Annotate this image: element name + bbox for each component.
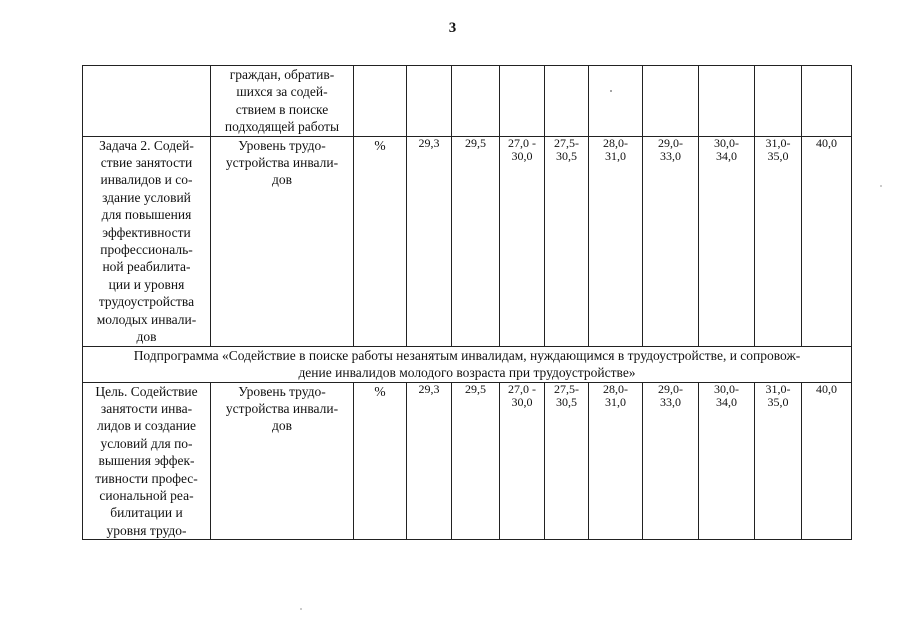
value-cell [802, 382, 852, 540]
value-cell [407, 382, 452, 540]
text-line: дов [272, 418, 292, 434]
value-cell [407, 66, 452, 137]
text-line: лидов и создание [96, 418, 197, 434]
text-line: тивности профес- [95, 470, 198, 486]
text-line: профессиональ- [100, 242, 193, 258]
page-number: 3 [448, 20, 457, 36]
value-cell [545, 382, 589, 540]
unit-cell: % [354, 136, 407, 346]
text-line: 27,5- [554, 135, 579, 150]
indicators-table [82, 65, 852, 540]
unit-cell: % [354, 382, 407, 540]
table-row [83, 382, 852, 540]
value-cell [500, 382, 545, 540]
text-line: Уровень трудо- [238, 383, 326, 399]
text-line: 30,5 [556, 395, 577, 409]
text-line: Подпрограмма «Содействие в поиске работы незанятым инвалидам, нуждающимся в трудоустройстве, и сопровож- [133, 347, 801, 363]
subprogram-title [83, 346, 852, 382]
value-cell [452, 136, 500, 346]
indicator-cell [211, 136, 354, 346]
text-line: 30,0 [511, 149, 533, 164]
value-cell [452, 66, 500, 137]
text-line: здание условий [102, 189, 191, 205]
text-line: 31,0- [765, 135, 791, 150]
text-line: 34,0 [716, 149, 737, 164]
task-cell [83, 136, 211, 346]
value-cell [500, 66, 545, 137]
text-line: ной реабилита- [102, 259, 191, 275]
indicator-cell [211, 382, 354, 540]
text-line: 29,5 [465, 381, 486, 396]
text-line: вышения эффек- [98, 453, 195, 469]
value-cell [802, 66, 852, 137]
text-line: 35,0 [767, 149, 789, 164]
text-line: 35,0 [767, 395, 789, 409]
text-line: сиональной реа- [99, 487, 194, 503]
table-row [83, 66, 852, 137]
value-cell [643, 66, 699, 137]
table-row [83, 346, 852, 382]
text-line: 29,5 [465, 135, 486, 150]
indicator-cell [211, 66, 354, 137]
text-line: устройства инвали- [225, 155, 339, 171]
text-line: 29,3 [418, 381, 440, 396]
text-line: дение инвалидов молодого возраста при трудоустройстве» [298, 364, 636, 380]
task-cell [83, 66, 211, 137]
text-line: 33,0 [660, 395, 681, 409]
text-line: 34,0 [716, 395, 737, 409]
text-line: 28,0- [603, 381, 628, 396]
text-line: подходящей работы [224, 119, 340, 135]
text-line: Задача 2. Содей- [99, 137, 194, 153]
text-line: дов [136, 329, 157, 345]
text-line: 29,3 [418, 135, 440, 150]
table-row [83, 136, 852, 346]
text-line: Цель. Содействие [95, 383, 198, 399]
text-line: 31,0- [765, 381, 791, 396]
value-cell [699, 382, 755, 540]
value-cell [643, 382, 699, 540]
value-cell [545, 66, 589, 137]
text-line: 30,5 [556, 149, 577, 164]
value-cell [755, 66, 802, 137]
text-line: 27,0 - [508, 381, 536, 396]
text-line: ствие занятости [100, 155, 193, 171]
text-line: 31,0 [605, 149, 626, 164]
text-line: дов [272, 172, 292, 188]
text-line: 27,0 - [508, 135, 536, 150]
text-line: молодых инвали- [96, 311, 197, 327]
text-line: граждан, обратив- [229, 67, 335, 82]
text-line: для повышения [101, 207, 192, 223]
task-cell [83, 382, 211, 540]
text-line: 27,5- [554, 381, 579, 396]
text-line: 40,0 [816, 135, 837, 150]
text-line: 29,0- [658, 135, 683, 150]
text-line: 28,0- [603, 135, 628, 150]
scan-speck [880, 185, 882, 187]
value-cell [699, 136, 755, 346]
value-cell [755, 382, 802, 540]
value-cell [755, 136, 802, 346]
text-line: трудоустройства [98, 294, 195, 310]
text-line: шихся за содей- [236, 84, 328, 100]
value-cell [699, 66, 755, 137]
value-cell [589, 136, 643, 346]
text-line: эффективности [102, 224, 191, 240]
value-cell [452, 382, 500, 540]
text-line: билитации и [110, 505, 183, 521]
scan-speck [300, 608, 302, 610]
value-cell [589, 66, 643, 137]
text-line: 30,0- [714, 381, 739, 396]
text-line: инвалидов и со- [100, 172, 193, 188]
text-line: устройства инвали- [225, 400, 339, 416]
text-line: 31,0 [605, 395, 626, 409]
value-cell [802, 136, 852, 346]
text-line: 29,0- [658, 381, 683, 396]
text-line: Уровень трудо- [238, 137, 326, 153]
scan-speck [610, 90, 612, 92]
value-cell [500, 136, 545, 346]
text-line: занятости инва- [100, 400, 193, 416]
value-cell [545, 136, 589, 346]
text-line: ствием в поиске [235, 101, 329, 117]
text-line: 30,0 [511, 395, 533, 409]
text-line: ции и уровня [108, 276, 185, 292]
value-cell [589, 382, 643, 540]
unit-cell [354, 66, 407, 137]
text-line: 33,0 [660, 149, 681, 164]
text-line: уровня трудо- [106, 522, 187, 538]
text-line: 40,0 [816, 381, 837, 396]
text-line: условий для по- [100, 435, 193, 451]
value-cell [643, 136, 699, 346]
text-line: 30,0- [714, 135, 739, 150]
value-cell [407, 136, 452, 346]
